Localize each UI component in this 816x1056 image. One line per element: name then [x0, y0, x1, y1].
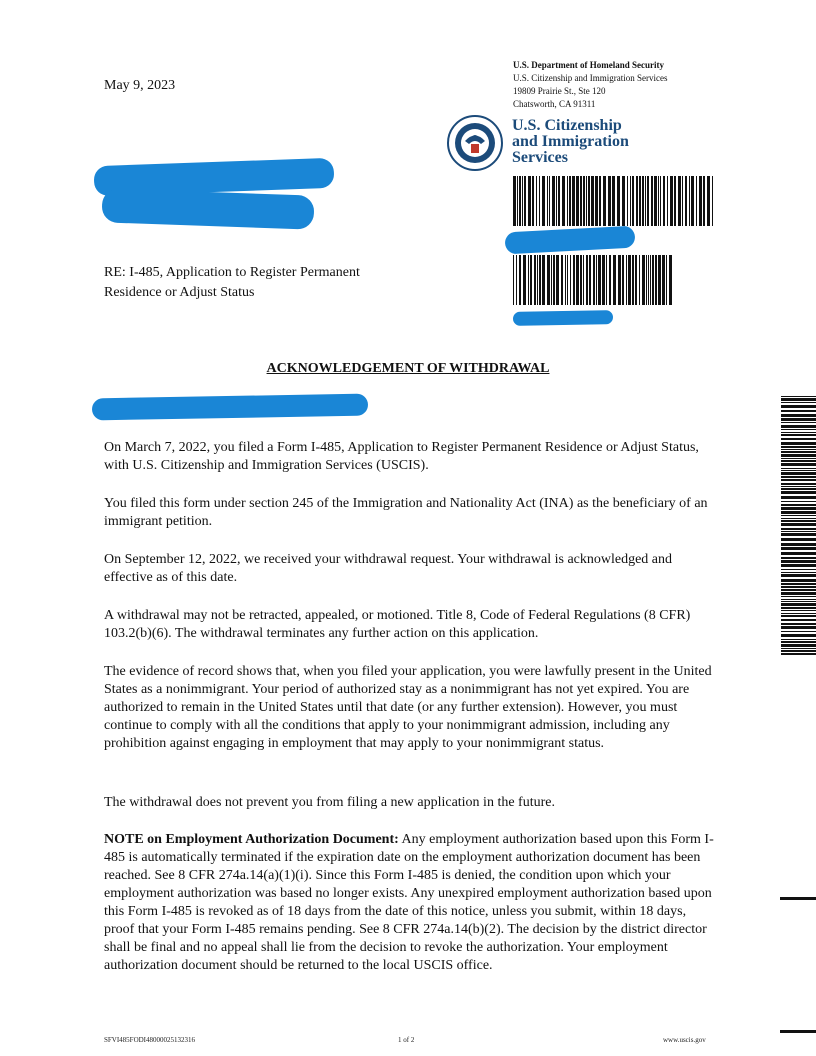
barcode-bar	[781, 650, 816, 652]
barcode-bar	[542, 176, 545, 226]
barcode-bar	[781, 432, 816, 433]
barcode-bar	[586, 176, 587, 226]
barcode-bar	[781, 515, 816, 516]
barcode-bar	[556, 176, 557, 226]
barcode-bar	[589, 255, 591, 305]
barcode-bar	[642, 255, 645, 305]
redaction-address	[101, 188, 314, 229]
barcode-bar	[781, 564, 816, 567]
barcode-bar	[580, 255, 582, 305]
side-barcode	[781, 396, 816, 656]
barcode-bar	[781, 592, 816, 595]
barcode-bar	[583, 176, 585, 226]
barcode-bar	[781, 449, 816, 450]
barcode-bar	[647, 176, 649, 226]
barcode-bar	[558, 176, 560, 226]
edge-mark	[780, 897, 816, 900]
barcode-bar	[781, 463, 816, 466]
barcode-bar	[781, 607, 816, 609]
barcode-bar	[781, 410, 816, 412]
barcode-bar	[781, 615, 816, 617]
barcode-bar	[562, 176, 565, 226]
barcode-bar	[586, 255, 588, 305]
barcode-bar	[630, 176, 631, 226]
letter-date: May 9, 2023	[104, 78, 176, 93]
barcode-bar	[513, 255, 514, 305]
barcode-bar	[519, 176, 521, 226]
barcode-bar	[516, 255, 517, 305]
barcode-bar	[549, 176, 550, 226]
barcode-bar	[781, 603, 816, 606]
dhs-seal-icon	[446, 114, 504, 172]
barcode-bar	[781, 601, 816, 602]
barcode-bar	[781, 507, 816, 510]
barcode-bar	[781, 648, 816, 649]
barcode-bar	[781, 488, 816, 490]
barcode-bar	[567, 176, 568, 226]
barcode-bar	[539, 255, 541, 305]
barcode-bar	[781, 472, 816, 475]
barcode-bar	[781, 460, 816, 462]
barcode-bar	[639, 255, 640, 305]
barcode-bar	[781, 414, 816, 417]
barcode-bar	[781, 398, 816, 401]
agency-line: Chatsworth, CA 91311	[513, 99, 596, 109]
ead-note-label: NOTE on Employment Authorization Document:	[104, 832, 399, 847]
barcode-bar	[617, 176, 620, 226]
barcode-bar	[530, 255, 532, 305]
barcode-bar	[781, 531, 816, 532]
barcode-bar	[781, 496, 816, 499]
barcode-bar	[669, 255, 672, 305]
barcode-bar	[576, 255, 579, 305]
barcode-bar	[781, 579, 816, 582]
barcode-bar	[781, 569, 816, 570]
barcode-bar	[608, 176, 611, 226]
redaction-name	[92, 394, 368, 421]
case-barcode	[513, 255, 673, 305]
barcode-bar	[553, 255, 555, 305]
barcode-bar	[781, 438, 816, 440]
barcode-bar	[667, 176, 668, 226]
ead-note-text: Any employment authorization based upon this Form I-485 is automatically terminated if the expiration date on the employment authorization document has been reached. See 8 CFR 274a.14(a)(1)(i). Since this Form I-485 is denied, the condition upon which your employment authorization was based no longer exists. Any unexpired employment authorization based upon this Form I-485 is revoked as of 18 days from the date of this notice, unless you submit, within 18 days, proof that your Form I-485 remains pending. See 8 CFR 274a.14(b)(2). The decision by the district director shall be final and no appeal shall lie from the decision to revoke the authorization. Your employment authorization document should be returned to the local USCIS office.	[104, 832, 714, 973]
agency-line: 19809 Prairie St., Ste 120	[513, 86, 606, 96]
barcode-bar	[528, 176, 531, 226]
barcode-bar	[712, 176, 713, 226]
barcode-bar	[660, 176, 661, 226]
barcode-bar	[781, 479, 816, 481]
barcode-bar	[599, 176, 601, 226]
barcode-bar	[561, 255, 563, 305]
document-heading: ACKNOWLEDGEMENT OF WITHDRAWAL	[266, 361, 550, 376]
barcode-bar	[528, 255, 529, 305]
barcode-bar	[573, 255, 575, 305]
barcode-bar	[781, 523, 816, 526]
barcode-bar	[781, 631, 816, 632]
barcode-bar	[539, 176, 540, 226]
barcode-bar	[603, 176, 606, 226]
agency-line: U.S. Citizenship and Immigration Services	[513, 73, 668, 83]
barcode-bar	[685, 176, 687, 226]
barcode-bar	[639, 176, 641, 226]
barcode-bar	[522, 176, 523, 226]
barcode-bar	[635, 255, 637, 305]
barcode-bar	[532, 176, 534, 226]
barcode-bar	[781, 451, 816, 453]
barcode-bar	[703, 176, 705, 226]
barcode-bar	[622, 255, 624, 305]
barcode-bar	[781, 446, 816, 448]
barcode-bar	[552, 176, 555, 226]
barcode-bar	[645, 176, 646, 226]
barcode-bar	[781, 470, 816, 471]
barcode-bar	[612, 176, 615, 226]
barcode-bar	[591, 176, 594, 226]
barcode-bar	[658, 176, 659, 226]
barcode-bar	[569, 176, 571, 226]
barcode-bar	[781, 596, 816, 597]
barcode-bar	[570, 255, 571, 305]
barcode-bar	[618, 255, 621, 305]
agency-address	[513, 59, 667, 111]
barcode-bar	[781, 476, 816, 478]
body-paragraph: A withdrawal may not be retracted, appealed, or motioned. Title 8, Code of Federal Regulations (8 CFR) 103.2(b)(6). The withdrawal terminates any further action on this application.	[104, 608, 691, 641]
barcode-bar	[648, 255, 649, 305]
barcode-bar	[781, 434, 816, 436]
barcode-bar	[781, 653, 816, 655]
barcode-bar	[781, 418, 816, 421]
barcode-bar	[658, 255, 661, 305]
barcode-bar	[654, 176, 657, 226]
barcode-bar	[781, 572, 816, 573]
barcode-bar	[781, 533, 816, 536]
barcode-bar	[781, 429, 816, 430]
barcode-bar	[781, 583, 816, 585]
barcode-bar	[707, 176, 710, 226]
barcode-bar	[642, 176, 644, 226]
edge-mark	[780, 1030, 816, 1033]
receipt-barcode	[513, 176, 713, 226]
barcode-bar	[598, 255, 601, 305]
barcode-bar	[699, 176, 702, 226]
barcode-bar	[652, 255, 654, 305]
barcode-bar	[519, 255, 521, 305]
barcode-bar	[781, 634, 816, 637]
barcode-bar	[636, 176, 638, 226]
barcode-bar	[666, 255, 667, 305]
barcode-bar	[655, 255, 657, 305]
barcode-bar	[524, 176, 526, 226]
barcode-bar	[781, 641, 816, 643]
subject-line: RE: I-485, Application to Register Permanent Residence or Adjust Status	[104, 265, 360, 300]
barcode-bar	[595, 176, 598, 226]
body-paragraph: You filed this form under section 245 of the Immigration and Nationality Act (INA) as the beneficiary of an immigrant petition.	[104, 496, 708, 529]
barcode-bar	[542, 255, 545, 305]
barcode-bar	[632, 176, 634, 226]
barcode-bar	[537, 255, 538, 305]
barcode-bar	[670, 176, 673, 226]
barcode-bar	[583, 255, 584, 305]
barcode-bar	[689, 176, 690, 226]
barcode-bar	[781, 557, 816, 559]
barcode-bar	[781, 405, 816, 408]
barcode-bar	[682, 176, 683, 226]
barcode-bar	[781, 442, 816, 445]
barcode-bar	[662, 255, 665, 305]
barcode-bar	[781, 538, 816, 541]
barcode-bar	[674, 176, 676, 226]
footer-code: SFVI485FODI48000025132316	[104, 1036, 196, 1044]
barcode-bar	[781, 402, 816, 403]
barcode-bar	[781, 491, 816, 494]
agency-department: U.S. Department of Homeland Security	[513, 60, 664, 70]
barcode-bar	[547, 255, 550, 305]
footer-website: www.uscis.gov	[663, 1036, 706, 1044]
barcode-bar	[627, 176, 628, 226]
barcode-bar	[580, 176, 582, 226]
barcode-bar	[576, 176, 579, 226]
barcode-bar	[696, 176, 697, 226]
barcode-bar	[626, 255, 627, 305]
barcode-bar	[781, 454, 816, 457]
body-paragraph: On March 7, 2022, you filed a Form I-485, Application to Register Permanent Residence or Adjust Status, with U.S. Citizenship and Immigration Services (USCIS).	[104, 440, 699, 473]
barcode-bar	[596, 255, 597, 305]
barcode-bar	[646, 255, 647, 305]
barcode-bar	[781, 613, 816, 614]
barcode-bar	[523, 255, 526, 305]
barcode-bar	[551, 255, 552, 305]
barcode-bar	[593, 255, 595, 305]
barcode-bar	[781, 422, 816, 423]
barcode-bar	[517, 176, 518, 226]
barcode-bar	[781, 501, 816, 502]
barcode-bar	[567, 255, 568, 305]
body-paragraph: The evidence of record shows that, when you filed your application, you were lawfully present in the United States as a nonimmigrant. Your period of authorized stay as a nonimmigrant has not yet expired. You are authorized to remain in the United States until that date (or any further extension). However, you must continue to comply with all the conditions that apply to your nonimmigrant admission, including any prohibition against engaging in employment that may apply to your nonimmigrant status.	[104, 664, 712, 751]
barcode-bar	[781, 504, 816, 506]
barcode-bar	[781, 458, 816, 459]
barcode-bar	[781, 520, 816, 522]
barcode-bar	[781, 610, 816, 611]
footer-page-number: 1 of 2	[398, 1036, 415, 1044]
barcode-bar	[663, 176, 665, 226]
barcode-bar	[565, 255, 566, 305]
barcode-bar	[678, 176, 681, 226]
barcode-bar	[534, 255, 536, 305]
barcode-bar	[632, 255, 634, 305]
barcode-bar	[781, 543, 816, 546]
barcode-bar	[606, 255, 607, 305]
barcode-bar	[781, 586, 816, 588]
redaction-receipt-number	[505, 226, 636, 255]
barcode-bar	[781, 623, 816, 625]
barcode-bar	[781, 644, 816, 647]
barcode-bar	[628, 255, 631, 305]
barcode-bar	[781, 511, 816, 514]
barcode-bar	[602, 255, 605, 305]
barcode-bar	[781, 425, 816, 428]
barcode-bar	[622, 176, 625, 226]
barcode-bar	[781, 528, 816, 530]
barcode-bar	[781, 599, 816, 600]
body-paragraph: The withdrawal does not prevent you from filing a new application in the future.	[104, 795, 555, 810]
barcode-bar	[781, 518, 816, 519]
barcode-bar	[536, 176, 537, 226]
barcode-bar	[572, 176, 575, 226]
barcode-bar	[781, 468, 816, 469]
barcode-bar	[781, 547, 816, 550]
barcode-bar	[781, 589, 816, 591]
barcode-bar	[691, 176, 694, 226]
barcode-bar	[556, 255, 559, 305]
barcode-bar	[547, 176, 548, 226]
barcode-bar	[513, 176, 516, 226]
redaction-case-number	[513, 310, 613, 326]
body-paragraph: On September 12, 2022, we received your withdrawal request. Your withdrawal is acknowledged and effective as of this date.	[104, 552, 673, 585]
barcode-bar	[781, 626, 816, 629]
barcode-bar	[609, 255, 611, 305]
uscis-logo	[446, 114, 716, 174]
barcode-bar	[781, 574, 816, 577]
ead-note-paragraph	[104, 831, 714, 975]
barcode-bar	[781, 483, 816, 485]
barcode-bar	[781, 552, 816, 555]
barcode-bar	[781, 486, 816, 487]
barcode-bar	[781, 396, 816, 397]
barcode-bar	[781, 619, 816, 621]
logo-wordmark: U.S. Citizenship and Immigration Services	[512, 117, 629, 166]
barcode-bar	[651, 176, 653, 226]
barcode-bar	[781, 560, 816, 563]
barcode-bar	[588, 176, 590, 226]
barcode-bar	[781, 639, 816, 640]
barcode-bar	[650, 255, 651, 305]
barcode-bar	[613, 255, 616, 305]
